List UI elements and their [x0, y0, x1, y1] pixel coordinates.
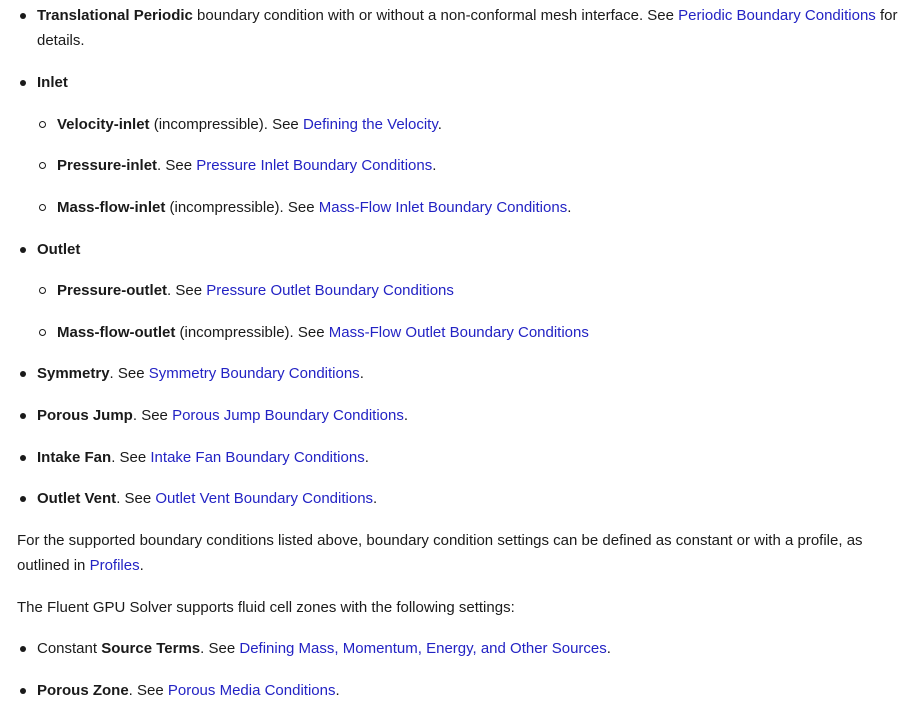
- link-mass-flow-inlet-boundary-conditions[interactable]: Mass-Flow Inlet Boundary Conditions: [318, 199, 568, 216]
- term-source-terms: Source Terms: [101, 640, 201, 657]
- term-mass-flow-inlet: Mass-flow-inlet: [57, 199, 166, 216]
- list-item-intake-fan: Intake Fan. See Intake Fan Boundary Conditions.: [17, 445, 369, 470]
- list-item-mass-flow-outlet: Mass-flow-outlet (incompressible). See Mass-Flow Outlet Boundary Conditions: [17, 320, 589, 345]
- term-mass-flow-outlet: Mass-flow-outlet: [57, 324, 176, 341]
- term-inlet: Inlet: [37, 74, 68, 91]
- list-item-pressure-inlet: Pressure-inlet. See Pressure Inlet Boundary Conditions.: [17, 153, 436, 178]
- term-velocity-inlet: Velocity-inlet: [57, 116, 150, 133]
- link-profiles[interactable]: Profiles: [89, 557, 140, 574]
- list-item-pressure-outlet: Pressure-outlet. See Pressure Outlet Boundary Conditions: [17, 278, 454, 303]
- list-item-outlet-vent: Outlet Vent. See Outlet Vent Boundary Conditions.: [17, 486, 377, 511]
- link-periodic-boundary-conditions[interactable]: Periodic Boundary Conditions: [678, 7, 876, 24]
- link-porous-jump-boundary-conditions[interactable]: Porous Jump Boundary Conditions: [172, 407, 404, 424]
- term-intake-fan: Intake Fan: [37, 449, 112, 466]
- list-item-velocity-inlet: Velocity-inlet (incompressible). See Defining the Velocity.: [17, 112, 442, 137]
- list-item-porous-jump: Porous Jump. See Porous Jump Boundary Conditions.: [17, 403, 408, 428]
- term-porous-jump: Porous Jump: [37, 407, 133, 424]
- link-pressure-inlet-boundary-conditions[interactable]: Pressure Inlet Boundary Conditions: [196, 157, 433, 174]
- list-item-mass-flow-inlet: Mass-flow-inlet (incompressible). See Mass-Flow Inlet Boundary Conditions.: [17, 195, 571, 220]
- link-intake-fan-boundary-conditions[interactable]: Intake Fan Boundary Conditions: [150, 449, 365, 466]
- link-pressure-outlet-boundary-conditions[interactable]: Pressure Outlet Boundary Conditions: [206, 282, 454, 299]
- link-mass-flow-outlet-boundary-conditions[interactable]: Mass-Flow Outlet Boundary Conditions: [328, 324, 589, 341]
- list-item-symmetry: Symmetry. See Symmetry Boundary Conditions.: [17, 361, 364, 386]
- term-outlet: Outlet: [37, 241, 81, 258]
- link-defining-the-velocity[interactable]: Defining the Velocity: [302, 116, 438, 133]
- term-translational-periodic: Translational Periodic: [37, 7, 193, 24]
- list-item-translational-periodic: Translational Periodic boundary condition with or without a non-conformal mesh interface. See Periodic Boundary Conditions for details.: [17, 3, 919, 53]
- link-porous-media-conditions[interactable]: Porous Media Conditions: [167, 682, 336, 699]
- link-symmetry-boundary-conditions[interactable]: Symmetry Boundary Conditions: [148, 365, 360, 382]
- term-pressure-inlet: Pressure-inlet: [57, 157, 158, 174]
- term-pressure-outlet: Pressure-outlet: [57, 282, 168, 299]
- term-outlet-vent: Outlet Vent: [37, 490, 117, 507]
- paragraph-profiles: For the supported boundary conditions listed above, boundary condition settings can be defined as constant or with a profile, as outlined in Profiles.: [17, 532, 863, 574]
- term-porous-zone: Porous Zone: [37, 682, 129, 699]
- list-item-outlet: [17, 237, 80, 262]
- link-outlet-vent-boundary-conditions[interactable]: Outlet Vent Boundary Conditions: [155, 490, 374, 507]
- term-symmetry: Symmetry: [37, 365, 110, 382]
- paragraph-cell-zones: The Fluent GPU Solver supports fluid cell zones with the following settings:: [17, 599, 515, 616]
- link-defining-sources[interactable]: Defining Mass, Momentum, Energy, and Other Sources: [239, 640, 607, 657]
- list-item-source-terms: Constant Source Terms. See Defining Mass, Momentum, Energy, and Other Sources.: [17, 636, 611, 661]
- list-item-inlet: [17, 70, 68, 95]
- list-item-porous-zone: Porous Zone. See Porous Media Conditions.: [17, 678, 340, 703]
